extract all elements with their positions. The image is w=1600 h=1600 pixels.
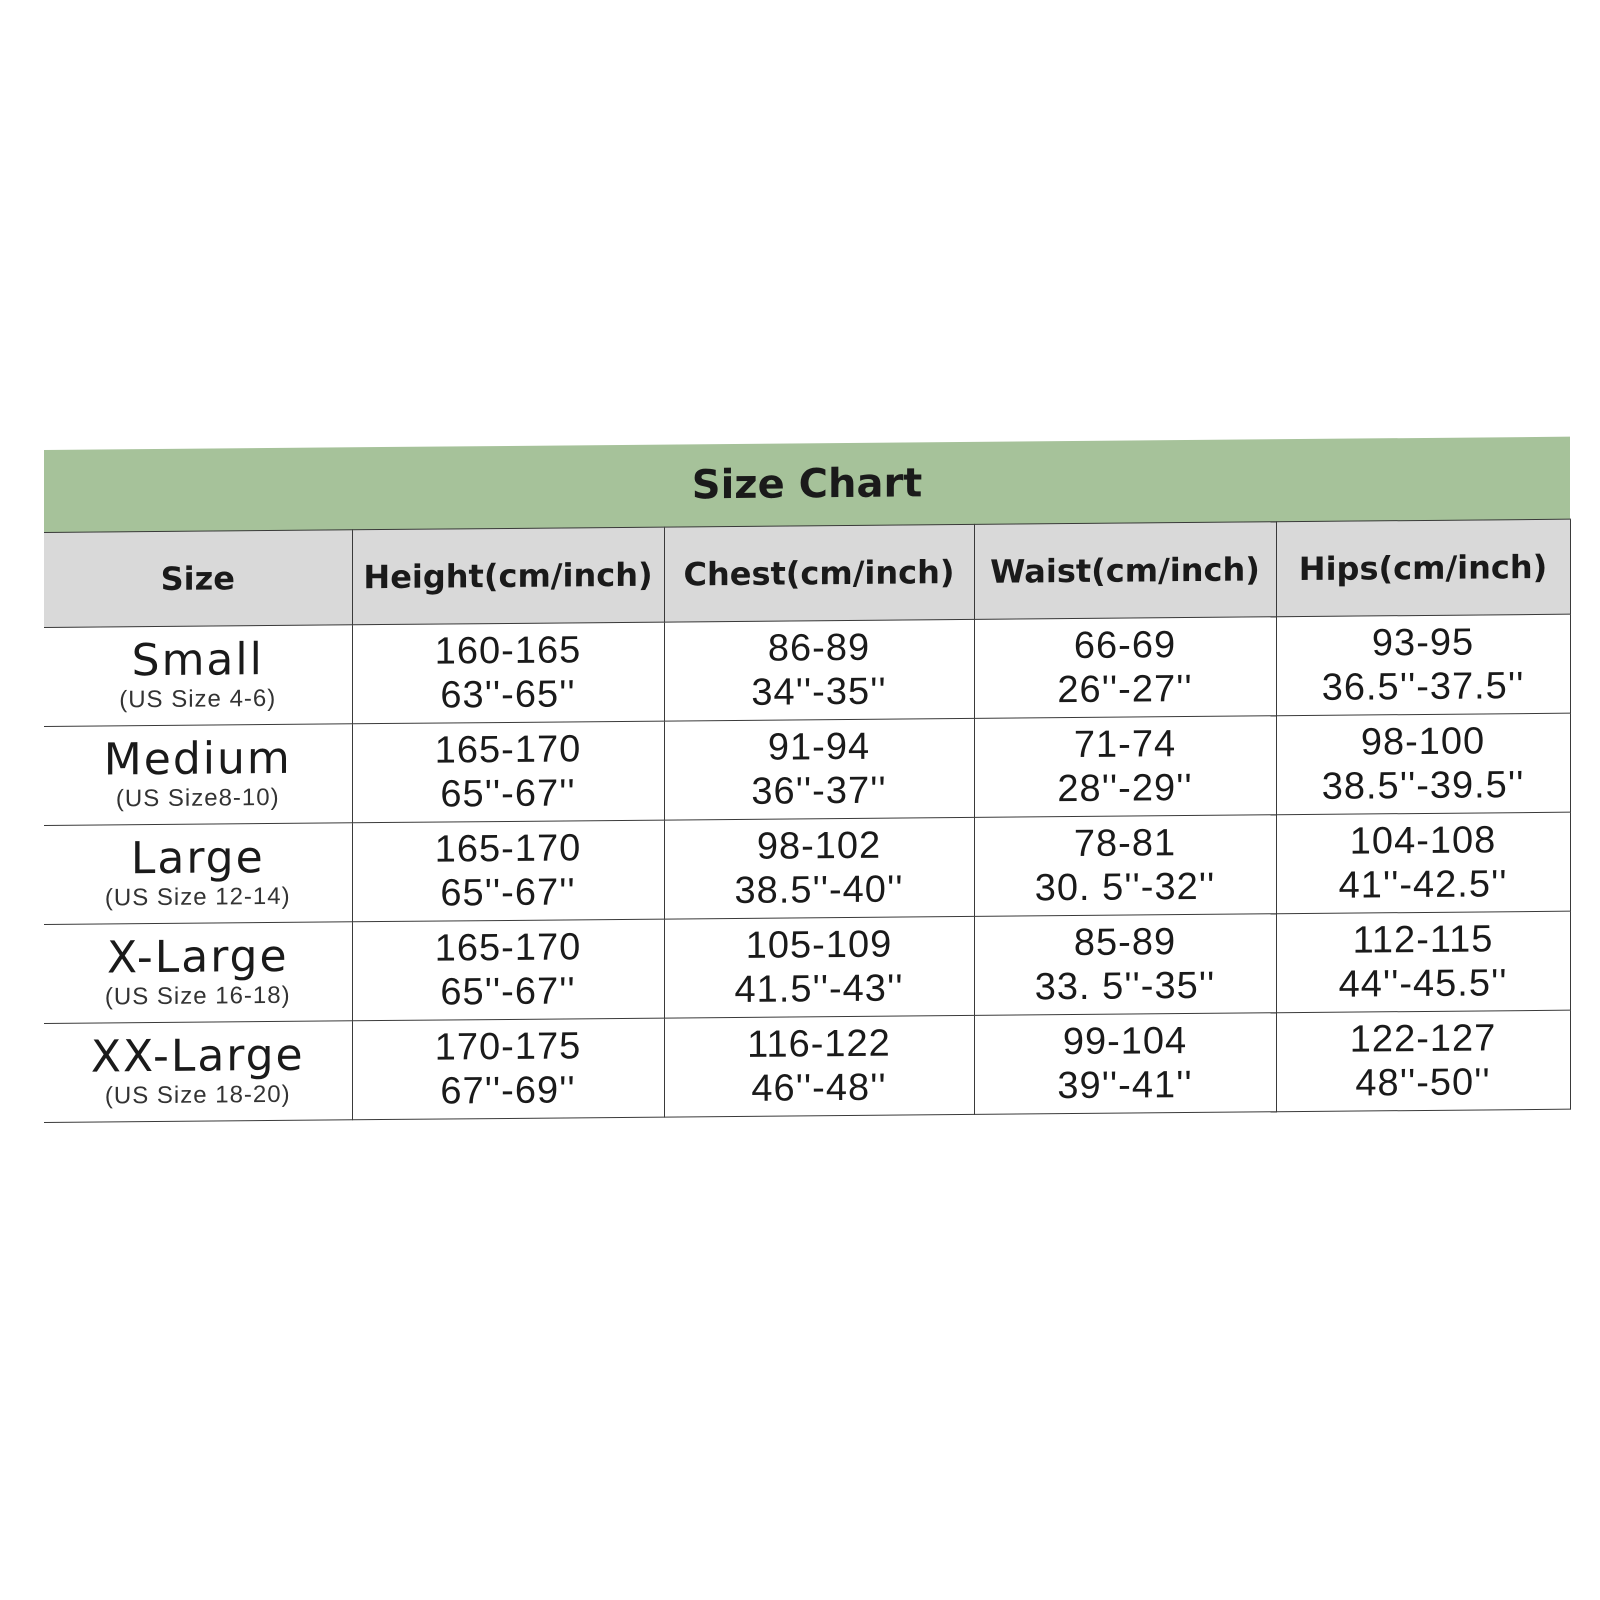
hips-cell [1276, 812, 1570, 914]
size-name: Large [130, 832, 265, 885]
column-header-waist: Waist(cm/inch) [974, 522, 1276, 620]
chest-cell [664, 817, 974, 919]
chest-inch: 38.5''-40'' [734, 868, 904, 912]
height-inch: 65''-67'' [440, 970, 576, 1014]
table-row-xx-large [44, 1010, 1570, 1122]
chart-title: Size Chart [44, 437, 1570, 533]
hips-cm: 93-95 [1371, 621, 1475, 665]
waist-cm: 85-89 [1073, 921, 1177, 965]
chest-inch: 46''-48'' [751, 1066, 887, 1110]
waist-inch: 39''-41'' [1057, 1063, 1193, 1108]
chest-cell [664, 619, 974, 721]
height-cell [352, 622, 664, 724]
column-header-size: Size [44, 530, 352, 628]
chest-cm: 105-109 [745, 923, 893, 967]
chest-cell [664, 916, 974, 1018]
hips-cm: 122-127 [1349, 1017, 1497, 1061]
size-name: Medium [103, 732, 292, 786]
hips-cell [1276, 1010, 1570, 1112]
size-name: X-Large [106, 930, 289, 984]
column-header-height: Height(cm/inch) [352, 527, 664, 625]
waist-cell [974, 617, 1276, 719]
chest-inch: 36''-37'' [751, 769, 887, 813]
waist-inch: 26''-27'' [1057, 667, 1193, 712]
chest-cm: 116-122 [747, 1022, 891, 1066]
height-cell [352, 721, 664, 823]
hips-cm: 98-100 [1360, 720, 1486, 764]
column-header-chest: Chest(cm/inch) [664, 524, 974, 622]
chest-cell [664, 718, 974, 820]
us-size: (US Size8-10) [115, 783, 280, 813]
table-row-x-large [44, 911, 1570, 1023]
height-inch: 63''-65'' [440, 673, 576, 717]
column-header-hips: Hips(cm/inch) [1276, 519, 1570, 617]
waist-cm: 99-104 [1062, 1020, 1188, 1064]
waist-cm: 71-74 [1073, 723, 1177, 767]
height-cm: 170-175 [434, 1025, 582, 1069]
table-row-medium [44, 713, 1570, 825]
header-row [44, 519, 1570, 627]
chest-inch: 41.5''-43'' [734, 967, 904, 1011]
us-size: (US Size 18-20) [104, 1080, 291, 1110]
hips-inch: 41''-42.5'' [1338, 863, 1508, 907]
height-inch: 65''-67'' [440, 772, 576, 816]
height-cell [352, 820, 664, 922]
hips-cell [1276, 614, 1570, 716]
size-name: XX-Large [90, 1029, 305, 1083]
waist-cell [974, 815, 1276, 917]
waist-inch: 30. 5''-32'' [1034, 865, 1216, 910]
height-cm: 165-170 [434, 827, 582, 871]
hips-cell [1276, 713, 1570, 815]
hips-inch: 36.5''-37.5'' [1321, 665, 1525, 709]
height-cm: 165-170 [434, 926, 582, 970]
chest-inch: 34''-35'' [751, 670, 887, 714]
chest-cm: 86-89 [767, 626, 871, 670]
waist-cell [974, 914, 1276, 1016]
waist-cm: 78-81 [1073, 822, 1177, 866]
us-size: (US Size 16-18) [104, 981, 291, 1011]
title-row [44, 437, 1570, 533]
us-size: (US Size 12-14) [104, 882, 291, 912]
size-chart-table [44, 437, 1571, 1123]
hips-inch: 44''-45.5'' [1338, 962, 1508, 1006]
chest-cell [664, 1015, 974, 1117]
hips-cell [1276, 911, 1570, 1013]
size-cell [44, 1021, 352, 1123]
size-cell [44, 922, 352, 1024]
height-cm: 165-170 [434, 728, 582, 772]
height-cm: 160-165 [434, 629, 582, 673]
waist-inch: 28''-29'' [1057, 766, 1193, 811]
table-row-small [44, 614, 1570, 726]
table-row-large [44, 812, 1570, 924]
hips-inch: 38.5''-39.5'' [1321, 764, 1525, 808]
waist-cell [974, 716, 1276, 818]
size-cell [44, 724, 352, 826]
waist-cm: 66-69 [1073, 624, 1177, 668]
height-cell [352, 1018, 664, 1120]
size-name: Small [131, 634, 264, 687]
chest-cm: 91-94 [767, 725, 871, 769]
size-cell [44, 823, 352, 925]
height-inch: 67''-69'' [440, 1069, 576, 1113]
size-cell [44, 625, 352, 727]
hips-cm: 104-108 [1349, 819, 1497, 863]
height-cell [352, 919, 664, 1021]
waist-cell [974, 1013, 1276, 1115]
hips-inch: 48''-50'' [1355, 1061, 1491, 1105]
us-size: (US Size 4-6) [119, 684, 277, 714]
waist-inch: 33. 5''-35'' [1034, 964, 1216, 1009]
height-inch: 65''-67'' [440, 871, 576, 915]
hips-cm: 112-115 [1352, 918, 1494, 962]
chest-cm: 98-102 [756, 824, 882, 868]
